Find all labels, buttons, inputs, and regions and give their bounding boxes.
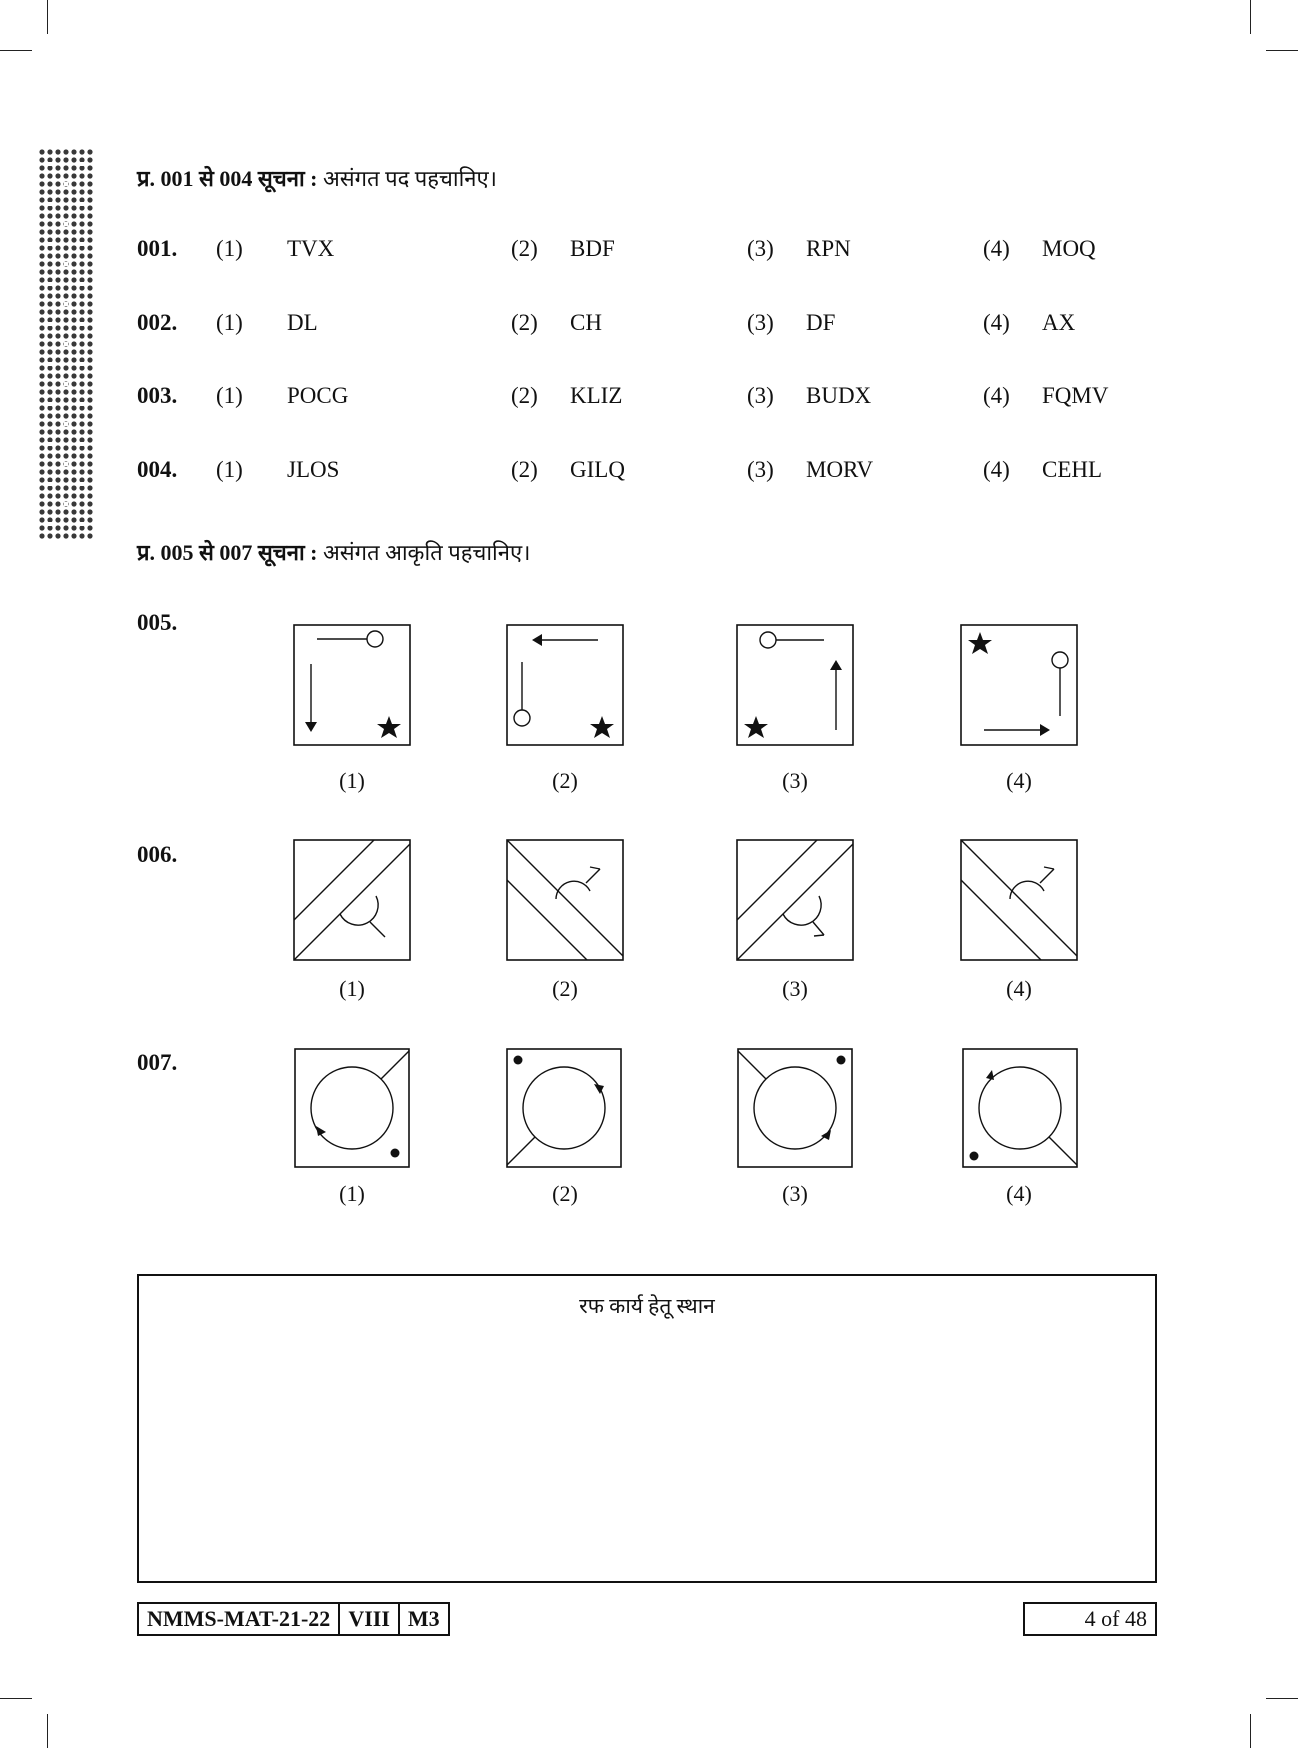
question-number: 002. <box>137 310 178 335</box>
figure-caption: (3) <box>782 976 808 1001</box>
question-number: 006. <box>137 842 178 867</box>
figure-caption: (1) <box>339 768 365 793</box>
figure-caption: (1) <box>339 976 365 1001</box>
instruction-prefix: प्र. 005 से 007 सूचना : <box>137 540 318 565</box>
question-number: 007. <box>137 1050 178 1075</box>
crop-mark <box>0 50 32 51</box>
figure-005-option-2[interactable] <box>506 624 624 746</box>
crop-mark <box>1250 1714 1251 1748</box>
option-text: BDF <box>570 236 615 261</box>
figure-007-option-1[interactable] <box>294 1048 410 1168</box>
option-label[interactable]: (2) <box>511 457 538 482</box>
crop-mark <box>1266 1698 1298 1699</box>
option-label[interactable]: (2) <box>511 236 538 261</box>
option-label[interactable]: (4) <box>983 310 1010 335</box>
option-text: FQMV <box>1042 383 1109 408</box>
figure-caption: (3) <box>782 768 808 793</box>
question-number: 004. <box>137 457 178 482</box>
instruction-figure-block <box>137 537 530 567</box>
set-code: M3 <box>398 1604 448 1634</box>
option-label[interactable]: (4) <box>983 457 1010 482</box>
option-text: POCG <box>287 383 349 408</box>
option-label[interactable]: (2) <box>511 310 538 335</box>
figure-006-option-2[interactable] <box>506 839 624 961</box>
figure-caption: (2) <box>552 1181 578 1206</box>
figure-caption: (3) <box>782 1181 808 1206</box>
figure-007-option-2[interactable] <box>506 1048 622 1168</box>
decorative-border-pattern <box>38 148 94 540</box>
figure-caption: (4) <box>1006 1181 1032 1206</box>
option-text: BUDX <box>806 383 872 408</box>
option-label[interactable]: (4) <box>983 383 1010 408</box>
option-text: TVX <box>287 236 335 261</box>
option-text: DL <box>287 310 318 335</box>
rough-work-label: रफ कार्य हेतू स्थान <box>579 1294 715 1318</box>
option-label[interactable]: (3) <box>747 457 774 482</box>
option-text: CEHL <box>1042 457 1103 482</box>
figure-007-option-3[interactable] <box>737 1048 853 1168</box>
class-code: VIII <box>338 1604 398 1634</box>
crop-mark <box>1266 50 1298 51</box>
footer-code-box <box>137 1602 450 1636</box>
option-label[interactable]: (4) <box>983 236 1010 261</box>
page-number-box <box>1023 1602 1157 1636</box>
option-label[interactable]: (3) <box>747 310 774 335</box>
figure-007-option-4[interactable] <box>962 1048 1078 1168</box>
option-label[interactable]: (1) <box>216 310 243 335</box>
option-label[interactable]: (2) <box>511 383 538 408</box>
option-text: GILQ <box>570 457 625 482</box>
crop-mark <box>0 1698 32 1699</box>
figure-005-option-1[interactable] <box>293 624 411 746</box>
figure-caption: (1) <box>339 1181 365 1206</box>
option-text: RPN <box>806 236 851 261</box>
instruction-text: असंगत पद पहचानिए। <box>322 166 498 191</box>
figure-caption: (4) <box>1006 976 1032 1001</box>
option-text: JLOS <box>287 457 340 482</box>
option-label[interactable]: (3) <box>747 236 774 261</box>
option-text: MORV <box>806 457 874 482</box>
instruction-text: असंगत आकृति पहचानिए। <box>322 540 531 565</box>
crop-mark <box>47 1714 48 1748</box>
question-number: 001. <box>137 236 178 261</box>
figure-006-option-1[interactable] <box>293 839 411 961</box>
option-label[interactable]: (1) <box>216 236 243 261</box>
figure-005-option-4[interactable] <box>960 624 1078 746</box>
figure-006-option-4[interactable] <box>960 839 1078 961</box>
page-number: 4 of 48 <box>1084 1606 1147 1631</box>
instruction-word-block <box>137 163 497 193</box>
rough-work-area <box>137 1274 1157 1583</box>
option-text: MOQ <box>1042 236 1096 261</box>
option-label[interactable]: (1) <box>216 383 243 408</box>
option-text: DF <box>806 310 836 335</box>
option-label[interactable]: (3) <box>747 383 774 408</box>
option-label[interactable]: (1) <box>216 457 243 482</box>
option-text: AX <box>1042 310 1076 335</box>
question-number: 003. <box>137 383 178 408</box>
option-text: CH <box>570 310 602 335</box>
question-number: 005. <box>137 610 178 635</box>
figure-caption: (4) <box>1006 768 1032 793</box>
figure-006-option-3[interactable] <box>736 839 854 961</box>
paper-code: NMMS-MAT-21-22 <box>147 1606 331 1631</box>
crop-mark <box>1250 0 1251 34</box>
option-text: KLIZ <box>570 383 623 408</box>
crop-mark <box>47 0 48 34</box>
figure-caption: (2) <box>552 768 578 793</box>
figure-caption: (2) <box>552 976 578 1001</box>
figure-005-option-3[interactable] <box>736 624 854 746</box>
instruction-prefix: प्र. 001 से 004 सूचना : <box>137 166 318 191</box>
